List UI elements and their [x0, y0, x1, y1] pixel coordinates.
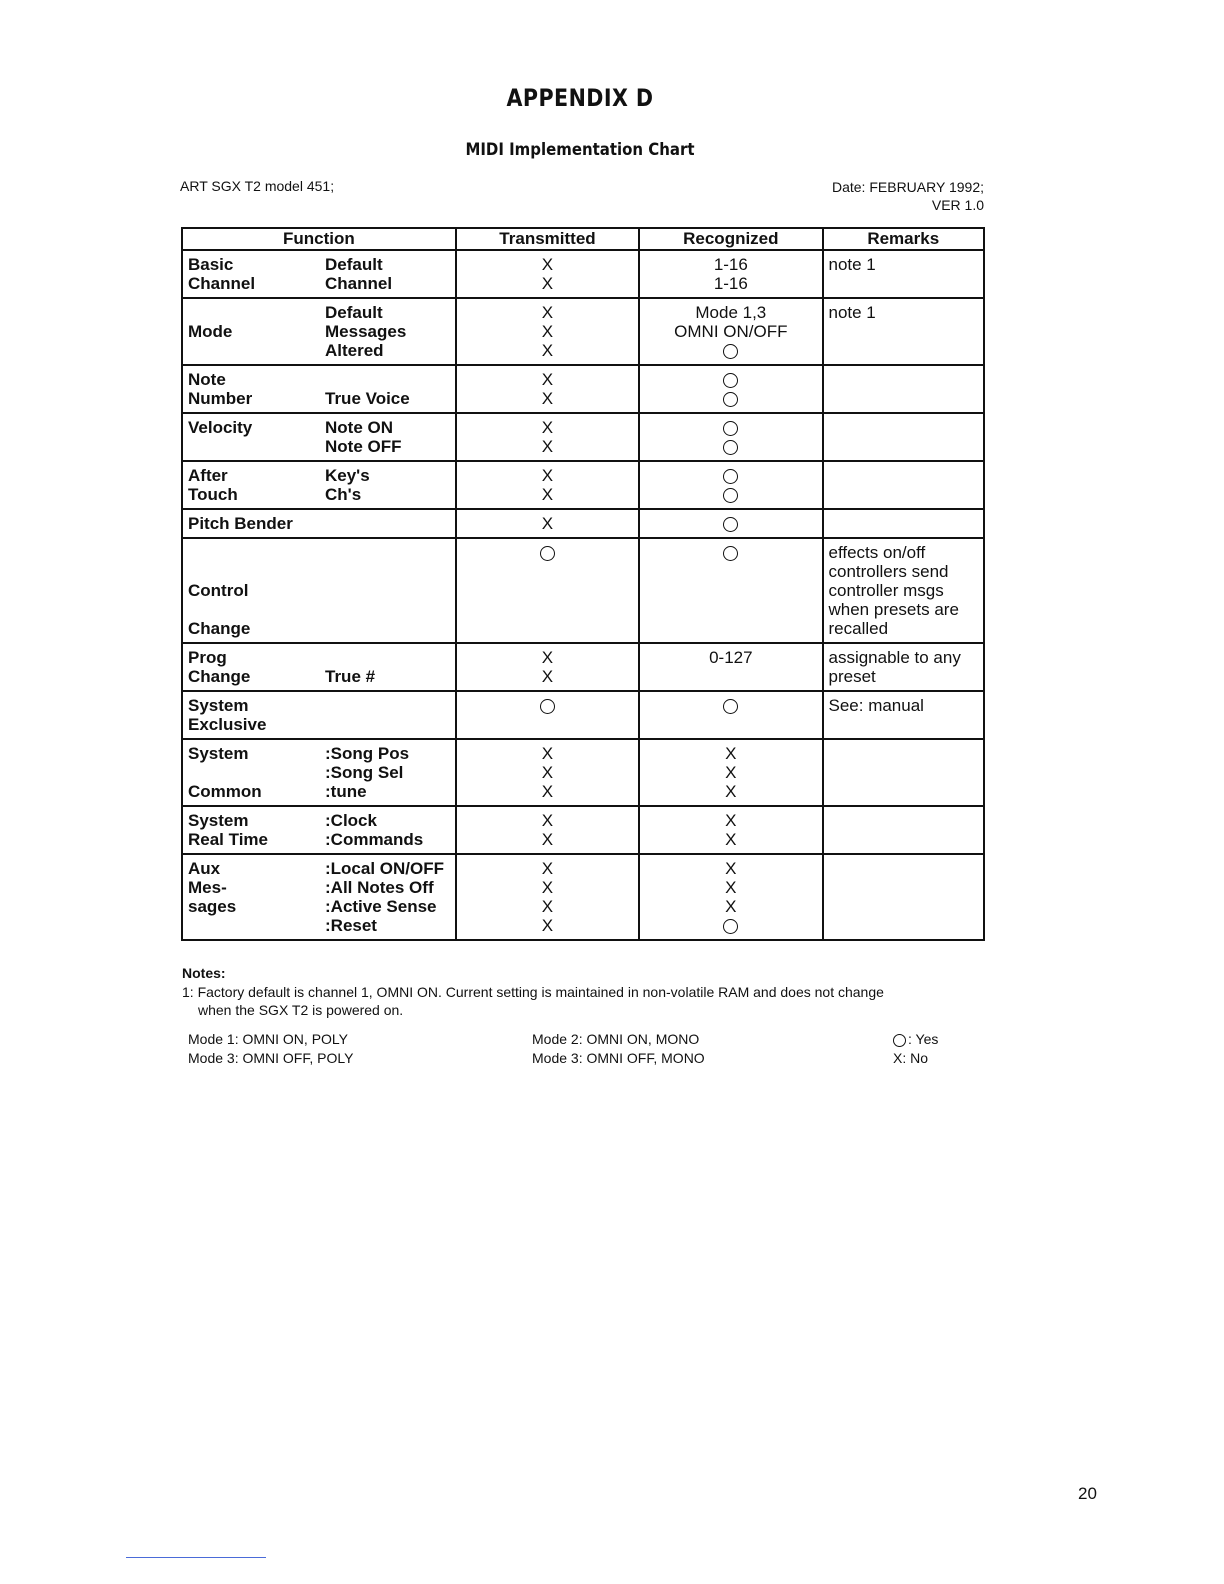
function-name-line: Change: [188, 667, 251, 686]
value-text: X: [541, 878, 554, 897]
function-sub-line: Altered: [325, 341, 384, 360]
recognized-cell: [639, 250, 822, 298]
circle-icon: [723, 421, 738, 436]
table-row: [182, 854, 984, 940]
table-row: [182, 461, 984, 509]
function-sub-line: :Active Sense: [325, 897, 437, 916]
remark-line: effects on/off: [828, 543, 926, 562]
remark-line: note 1: [828, 255, 876, 274]
yes-circle-cell: [462, 543, 633, 562]
function-name-line: System: [188, 744, 249, 763]
value-text: X: [541, 341, 554, 360]
function-sub-line: [325, 648, 450, 667]
table-row: [182, 298, 984, 365]
function-name-line: Number: [188, 389, 253, 408]
function-name-line: Mode: [188, 322, 233, 341]
function-sub-line: [325, 562, 450, 581]
value-text: Mode 1,3: [695, 303, 767, 322]
footer-rule: [126, 1557, 266, 1558]
function-name-line: Change: [188, 619, 251, 638]
function-name-line: sages: [188, 897, 237, 916]
value-text: [645, 667, 816, 686]
column-header-transmitted: Transmitted: [456, 228, 639, 250]
column-header-function: Function: [182, 228, 456, 250]
function-name-line: Touch: [188, 485, 238, 504]
page-number: 20: [1078, 1484, 1097, 1503]
value-text: X: [725, 897, 737, 916]
remarks-cell: [823, 806, 985, 854]
remark-line: recalled: [828, 619, 889, 638]
value-text: X: [541, 370, 554, 389]
yes-circle-cell: [645, 696, 816, 715]
date-block: [832, 178, 984, 214]
yes-circle-cell: [645, 437, 816, 456]
circle-icon: [540, 546, 555, 561]
function-sub-line: Note OFF: [325, 437, 402, 456]
recognized-cell: [639, 538, 822, 643]
function-name-line: System: [188, 811, 249, 830]
value-text: 1-16: [713, 274, 748, 293]
function-sub-line: Default: [325, 255, 383, 274]
function-cell: [182, 739, 456, 806]
function-name-line: Real Time: [188, 830, 269, 849]
note-1-line-1: 1: Factory default is channel 1, OMNI ON. Current setting is maintained in non-volatile RAM and does not change: [182, 984, 884, 1000]
remarks-cell: [823, 461, 985, 509]
function-name-line: Mes-: [188, 878, 227, 897]
yes-circle-cell: [645, 418, 816, 437]
function-name-line: [188, 600, 325, 619]
function-name-line: [188, 341, 325, 360]
recognized-cell: [639, 461, 822, 509]
function-sub-line: :Clock: [325, 811, 377, 830]
function-cell: [182, 365, 456, 413]
note-1-line-2: when the SGX T2 is powered on.: [198, 1002, 404, 1018]
circle-icon: [723, 517, 738, 532]
function-sub-line: :Reset: [325, 916, 377, 935]
model-label: ART SGX T2 model 451;: [180, 178, 335, 194]
remarks-cell: [823, 365, 985, 413]
function-sub-line: Messages: [325, 322, 407, 341]
function-sub-line: [325, 370, 450, 389]
legend-no: X: No: [893, 1050, 929, 1066]
function-name-line: [188, 763, 325, 782]
function-cell: [182, 538, 456, 643]
circle-icon: [723, 919, 738, 934]
function-name-line: Basic: [188, 255, 234, 274]
recognized-cell: [639, 509, 822, 538]
function-cell: [182, 854, 456, 940]
function-cell: [182, 461, 456, 509]
table-body: [182, 250, 984, 940]
value-text: X: [541, 274, 554, 293]
remarks-cell: [823, 691, 985, 739]
midi-implementation-table: [181, 227, 985, 941]
yes-circle-cell: [645, 370, 816, 389]
table-row: [182, 643, 984, 691]
function-name-line: Prog: [188, 648, 227, 667]
function-cell: [182, 806, 456, 854]
function-sub-line: [325, 696, 450, 715]
function-name-line: Control: [188, 581, 249, 600]
remarks-cell: [823, 854, 985, 940]
function-cell: [182, 298, 456, 365]
circle-icon: [723, 699, 738, 714]
value-text: X: [541, 303, 554, 322]
value-text: X: [541, 255, 554, 274]
function-name-line: After: [188, 466, 228, 485]
function-name-line: [188, 303, 325, 322]
transmitted-cell: [456, 854, 639, 940]
value-text: X: [725, 744, 737, 763]
remarks-cell: [823, 413, 985, 461]
remarks-cell: [823, 538, 985, 643]
function-sub-line: [325, 543, 450, 562]
value-text: X: [541, 667, 554, 686]
function-sub-line: Default: [325, 303, 383, 322]
function-sub-line: [325, 581, 450, 600]
transmitted-cell: [456, 413, 639, 461]
function-name-line: Velocity: [188, 418, 253, 437]
value-text: 0-127: [709, 648, 753, 667]
function-name-line: [188, 562, 325, 581]
transmitted-cell: [456, 461, 639, 509]
function-cell: [182, 643, 456, 691]
modes-column-1: [188, 1030, 353, 1068]
transmitted-cell: [456, 509, 639, 538]
value-text: X: [541, 389, 554, 408]
remarks-cell: [823, 739, 985, 806]
remarks-cell: [823, 250, 985, 298]
transmitted-cell: [456, 365, 639, 413]
function-sub-line: :tune: [325, 782, 367, 801]
remark-line: See: manual: [828, 696, 924, 715]
recognized-cell: [639, 413, 822, 461]
yes-circle-cell: [645, 514, 816, 533]
legend-yes-text: : Yes: [908, 1031, 939, 1047]
function-sub-line: [325, 600, 450, 619]
note-1: [182, 983, 982, 1019]
function-name-line: [188, 916, 325, 935]
function-name-line: [188, 437, 325, 456]
yes-circle-cell: [462, 696, 633, 715]
value-text: X: [725, 763, 737, 782]
value-text: X: [541, 466, 554, 485]
table-row: [182, 806, 984, 854]
remark-line: note 1: [828, 303, 876, 322]
page-subtitle: MIDI Implementation Chart: [465, 140, 695, 160]
remark-line: when presets are: [828, 600, 959, 619]
value-text: X: [725, 878, 737, 897]
value-text: X: [541, 811, 554, 830]
value-text: X: [541, 322, 554, 341]
value-text: OMNI ON/OFF: [674, 322, 788, 341]
circle-icon: [723, 469, 738, 484]
value-text: X: [541, 916, 554, 935]
yes-circle-cell: [645, 543, 816, 562]
value-text: X: [725, 859, 737, 878]
value-text: X: [541, 485, 554, 504]
value-text: X: [541, 648, 554, 667]
function-sub-line: Note ON: [325, 418, 393, 437]
recognized-cell: [639, 806, 822, 854]
function-sub-line: [325, 514, 450, 533]
value-text: X: [541, 744, 554, 763]
yes-circle-cell: [645, 341, 816, 360]
transmitted-cell: [456, 691, 639, 739]
remarks-cell: [823, 643, 985, 691]
transmitted-cell: [456, 739, 639, 806]
function-sub-line: :Song Sel: [325, 763, 404, 782]
function-sub-line: Ch's: [325, 485, 362, 504]
date-label: Date: FEBRUARY 1992;: [831, 179, 984, 195]
column-header-remarks: Remarks: [823, 228, 985, 250]
remarks-cell: [823, 298, 985, 365]
recognized-cell: [639, 365, 822, 413]
circle-icon: [723, 344, 738, 359]
value-text: X: [541, 418, 554, 437]
version-label: VER 1.0: [931, 197, 984, 213]
transmitted-cell: [456, 643, 639, 691]
function-sub-line: Channel: [325, 274, 393, 293]
mode-1-text: Mode 1: OMNI ON, POLY: [188, 1031, 349, 1047]
transmitted-cell: [456, 250, 639, 298]
value-text: 1-16: [713, 255, 748, 274]
table-row: [182, 509, 984, 538]
value-text: X: [541, 782, 554, 801]
value-text: X: [725, 782, 737, 801]
function-cell: [182, 250, 456, 298]
transmitted-cell: [456, 298, 639, 365]
remark-line: controller msgs: [828, 581, 944, 600]
yes-circle-cell: [645, 466, 816, 485]
function-name-line: Channel: [188, 274, 256, 293]
function-name-line: Note: [188, 370, 226, 389]
remark-line: preset: [828, 667, 876, 686]
notes-section: [182, 965, 982, 1019]
yes-circle-cell: [645, 389, 816, 408]
function-sub-line: [325, 619, 450, 638]
table-row: [182, 691, 984, 739]
symbol-legend: [893, 1030, 938, 1068]
table-row: [182, 538, 984, 643]
value-text: X: [725, 811, 737, 830]
page-title: APPENDIX D: [506, 84, 654, 112]
modes-column-2: [532, 1030, 705, 1068]
function-sub-line: Key's: [325, 466, 370, 485]
function-sub-line: :Local ON/OFF: [325, 859, 444, 878]
recognized-cell: [639, 739, 822, 806]
value-text: X: [725, 830, 737, 849]
function-sub-line: :Song Pos: [325, 744, 410, 763]
remark-line: controllers send: [828, 562, 949, 581]
function-cell: [182, 509, 456, 538]
function-sub-line: :All Notes Off: [325, 878, 434, 897]
mode-2-text: Mode 2: OMNI ON, MONO: [532, 1031, 700, 1047]
remark-line: assignable to any: [828, 648, 961, 667]
mode-3-mono-text: Mode 3: OMNI OFF, MONO: [532, 1050, 705, 1066]
function-name-line: Aux: [188, 859, 221, 878]
value-text: X: [541, 830, 554, 849]
transmitted-cell: [456, 538, 639, 643]
value-text: X: [541, 897, 554, 916]
mode-3-poly-text: Mode 3: OMNI OFF, POLY: [188, 1050, 354, 1066]
circle-icon: [893, 1034, 906, 1047]
value-text: X: [541, 763, 554, 782]
yes-circle-cell: [645, 485, 816, 504]
value-text: X: [541, 514, 554, 533]
circle-icon: [723, 373, 738, 388]
circle-icon: [723, 488, 738, 503]
value-text: X: [541, 437, 554, 456]
remarks-cell: [823, 509, 985, 538]
function-name-line: System Exclusive: [188, 696, 267, 734]
recognized-cell: [639, 854, 822, 940]
circle-icon: [723, 440, 738, 455]
function-cell: [182, 413, 456, 461]
recognized-cell: [639, 643, 822, 691]
transmitted-cell: [456, 806, 639, 854]
legend-yes: [893, 1030, 938, 1049]
circle-icon: [540, 699, 555, 714]
function-name-line: Pitch Bender: [188, 514, 293, 533]
yes-circle-cell: [645, 916, 816, 935]
function-sub-line: True Voice: [325, 389, 410, 408]
function-sub-line: :Commands: [325, 830, 424, 849]
notes-heading: Notes:: [182, 965, 226, 981]
column-header-recognized: Recognized: [639, 228, 822, 250]
circle-icon: [723, 392, 738, 407]
value-text: X: [541, 859, 554, 878]
table-row: [182, 250, 984, 298]
recognized-cell: [639, 298, 822, 365]
function-sub-line: True #: [325, 667, 376, 686]
function-name-line: Common: [188, 782, 262, 801]
table-row: [182, 413, 984, 461]
recognized-cell: [639, 691, 822, 739]
table-header-row: [182, 228, 984, 250]
table-row: [182, 365, 984, 413]
function-name-line: [188, 543, 325, 562]
table-row: [182, 739, 984, 806]
function-cell: [182, 691, 456, 739]
circle-icon: [723, 546, 738, 561]
